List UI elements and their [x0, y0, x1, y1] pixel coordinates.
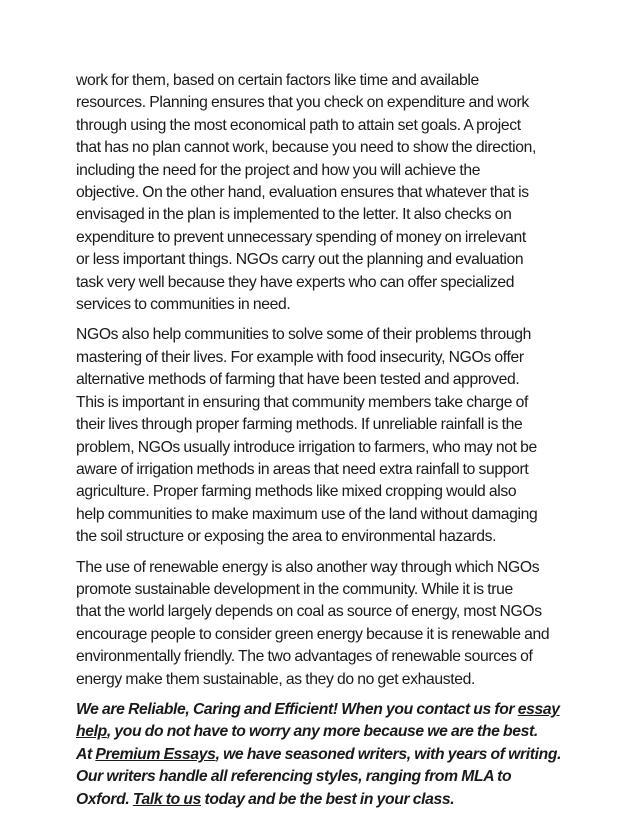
text-line: agriculture. Proper farming methods like mixed cropping would also	[76, 483, 517, 501]
text-line: energy make them sustainable, as they do no get exhausted.	[76, 670, 476, 688]
promo-line	[76, 699, 566, 721]
text-line: promote sustainable development in the community. While it is true	[76, 580, 513, 598]
text-line: aware of irrigation methods in areas that need extra rainfall to support	[76, 460, 529, 478]
text-line: or less important things. NGOs carry out the planning and evaluation	[76, 251, 524, 269]
promo-text: We are Reliable, Caring and Efficient! When you contact us for	[76, 700, 518, 718]
promo-text: Oxford.	[76, 790, 133, 808]
talk-to-us-link[interactable]: Talk to us	[132, 790, 201, 808]
document-page	[76, 70, 566, 811]
text-line: their lives through proper farming methods. If unreliable rainfall is the	[76, 416, 523, 434]
paragraph-renewable-energy	[76, 557, 566, 691]
text-line: task very well because they have experts who can offer specialized	[76, 273, 515, 291]
promo-text: today and be the best in your class.	[200, 790, 455, 808]
text-line: NGOs also help communities to solve some of their problems through	[76, 326, 531, 344]
text-line: the soil structure or exposing the area to environmental hazards.	[76, 528, 497, 546]
promo-block	[76, 699, 566, 811]
text-line: that has no plan cannot work, because you need to show the direction,	[76, 139, 536, 157]
text-line: mastering of their lives. For example with food insecurity, NGOs offer	[76, 348, 524, 366]
text-line: work for them, based on certain factors like time and available	[76, 72, 479, 89]
promo-text: , we have seasoned writers, with years of writing.	[215, 745, 562, 763]
paragraph-community-farming	[76, 324, 566, 548]
text-line: encourage people to consider green energy because it is renewable and	[76, 625, 550, 643]
promo-text: Our writers handle all referencing styles, ranging from MLA to	[76, 768, 512, 786]
text-line: problem, NGOs usually introduce irrigation to farmers, who may not be	[76, 438, 537, 456]
text-line: services to communities in need.	[76, 296, 291, 314]
essay-help-link[interactable]: help	[76, 723, 107, 741]
text-line: resources. Planning ensures that you check on expenditure and work	[76, 94, 529, 112]
promo-text: At	[76, 745, 96, 763]
paragraph-planning-evaluation	[76, 70, 566, 316]
text-line: that the world largely depends on coal as source of energy, most NGOs	[76, 603, 542, 621]
promo-line	[76, 789, 566, 811]
text-line: environmentally friendly. The two advantages of renewable sources of	[76, 648, 533, 666]
text-line: alternative methods of farming that have been tested and approved.	[76, 371, 520, 389]
promo-text: , you do not have to worry any more because we are the best.	[106, 723, 538, 741]
text-line: including the need for the project and how you will achieve the	[76, 161, 481, 179]
text-line: through using the most economical path to attain set goals. A project	[76, 116, 521, 134]
text-line: expenditure to prevent unnecessary spending of money on irrelevant	[76, 228, 526, 246]
text-line: This is important in ensuring that community members take charge of	[76, 393, 528, 411]
text-line: help communities to make maximum use of the land without damaging	[76, 505, 538, 523]
premium-essays-link[interactable]: Premium Essays	[95, 745, 216, 763]
promo-line	[76, 766, 566, 788]
text-line: objective. On the other hand, evaluation ensures that whatever that is	[76, 184, 529, 202]
text-line: envisaged in the plan is implemented to the letter. It also checks on	[76, 206, 512, 224]
promo-line	[76, 744, 566, 766]
text-line: The use of renewable energy is also another way through which NGOs	[76, 558, 540, 576]
promo-line	[76, 721, 566, 743]
essay-help-link[interactable]: essay	[517, 700, 560, 718]
